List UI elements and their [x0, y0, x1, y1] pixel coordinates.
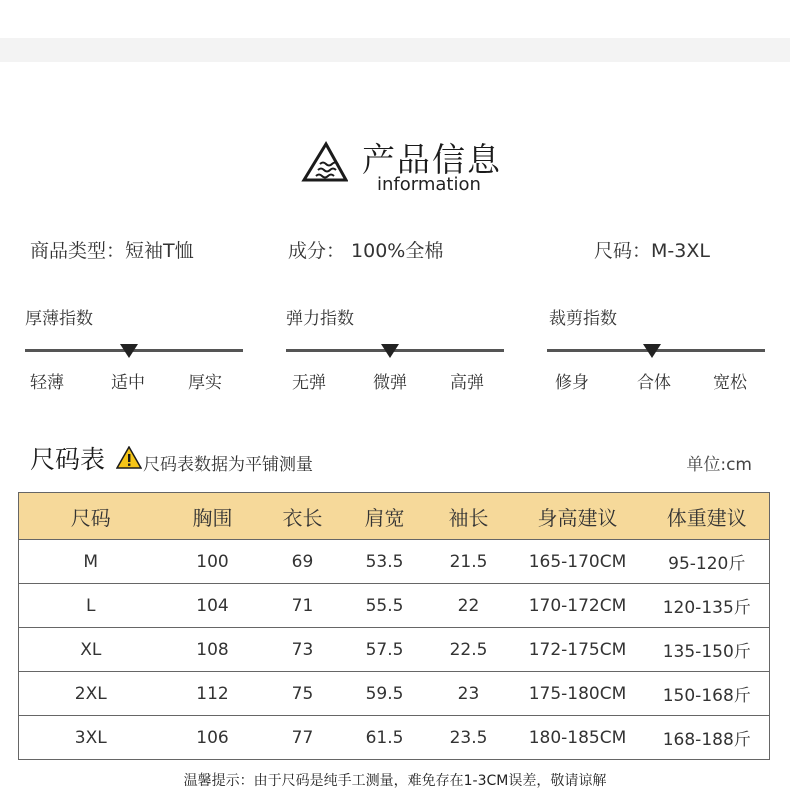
- table-cell: 168-188斤: [645, 716, 770, 760]
- table-cell: 165-170CM: [511, 540, 645, 584]
- column-header: 体重建议: [645, 493, 770, 540]
- index-marker: [643, 344, 661, 358]
- table-cell: 71: [263, 584, 343, 628]
- table-cell: 172-175CM: [511, 628, 645, 672]
- table-cell: 150-168斤: [645, 672, 770, 716]
- table-cell: 55.5: [343, 584, 427, 628]
- table-row: [19, 716, 770, 760]
- footer-note: 温馨提示：由于尺码是纯手工测量，难免存在1-3CM误差，敬请谅解: [183, 773, 607, 789]
- table-cell: 106: [163, 716, 263, 760]
- page-title: 产品信息: [362, 140, 502, 179]
- index-option: 高弹: [450, 373, 484, 393]
- table-cell: 3XL: [19, 716, 163, 760]
- index-label: 弹力指数: [286, 309, 354, 329]
- index-label: 裁剪指数: [549, 309, 617, 329]
- table-cell: 21.5: [427, 540, 511, 584]
- column-header: 袖长: [427, 493, 511, 540]
- index-option: 合体: [637, 373, 671, 393]
- index-option: 适中: [111, 373, 145, 393]
- table-row: [19, 672, 770, 716]
- table-row: [19, 584, 770, 628]
- index-option: 无弹: [292, 373, 326, 393]
- table-cell: M: [19, 540, 163, 584]
- table-row: [19, 540, 770, 584]
- table-cell: 180-185CM: [511, 716, 645, 760]
- section-header: [0, 128, 790, 198]
- index-option: 轻薄: [30, 373, 64, 393]
- column-header: 衣长: [263, 493, 343, 540]
- table-cell: 95-120斤: [645, 540, 770, 584]
- spec-size-range: 尺码：M-3XL: [594, 240, 710, 262]
- size-chart-header: [30, 440, 760, 480]
- table-cell: 22.5: [427, 628, 511, 672]
- page-subtitle: information: [377, 174, 481, 195]
- table-cell: 104: [163, 584, 263, 628]
- index-label: 厚薄指数: [25, 309, 93, 329]
- table-cell: 75: [263, 672, 343, 716]
- index-option: 宽松: [713, 373, 747, 393]
- table-cell: L: [19, 584, 163, 628]
- table-row: [19, 628, 770, 672]
- table-cell: 2XL: [19, 672, 163, 716]
- mountain-waves-icon: [300, 140, 348, 184]
- table-cell: 57.5: [343, 628, 427, 672]
- table-cell: 170-172CM: [511, 584, 645, 628]
- table-cell: 22: [427, 584, 511, 628]
- table-cell: 175-180CM: [511, 672, 645, 716]
- table-cell: 77: [263, 716, 343, 760]
- table-cell: 120-135斤: [645, 584, 770, 628]
- column-header: 身高建议: [511, 493, 645, 540]
- table-cell: 53.5: [343, 540, 427, 584]
- size-chart-title: 尺码表: [30, 445, 106, 474]
- spec-material: 成分： 100%全棉: [288, 240, 444, 262]
- table-cell: 61.5: [343, 716, 427, 760]
- table-cell: 112: [163, 672, 263, 716]
- table-header-row: [19, 493, 770, 540]
- index-option: 微弹: [373, 373, 407, 393]
- index-option: 厚实: [188, 373, 222, 393]
- table-cell: 108: [163, 628, 263, 672]
- column-header: 肩宽: [343, 493, 427, 540]
- fit-index: [547, 300, 765, 400]
- table-cell: 135-150斤: [645, 628, 770, 672]
- top-band: [0, 38, 790, 62]
- table-cell: XL: [19, 628, 163, 672]
- index-marker: [381, 344, 399, 358]
- table-cell: 23: [427, 672, 511, 716]
- column-header: 尺码: [19, 493, 163, 540]
- warning-triangle-icon: [116, 446, 142, 469]
- size-table: [18, 492, 770, 760]
- table-cell: 73: [263, 628, 343, 672]
- elasticity-index: [286, 300, 504, 400]
- index-option: 修身: [555, 373, 589, 393]
- thickness-index: [25, 300, 243, 400]
- column-header: 胸围: [163, 493, 263, 540]
- unit-label: 单位:cm: [686, 455, 752, 475]
- table-cell: 59.5: [343, 672, 427, 716]
- spec-product-type: 商品类型：短袖T恤: [30, 240, 194, 262]
- size-chart-note: 尺码表数据为平铺测量: [143, 455, 313, 475]
- table-cell: 23.5: [427, 716, 511, 760]
- table-cell: 100: [163, 540, 263, 584]
- index-marker: [120, 344, 138, 358]
- table-cell: 69: [263, 540, 343, 584]
